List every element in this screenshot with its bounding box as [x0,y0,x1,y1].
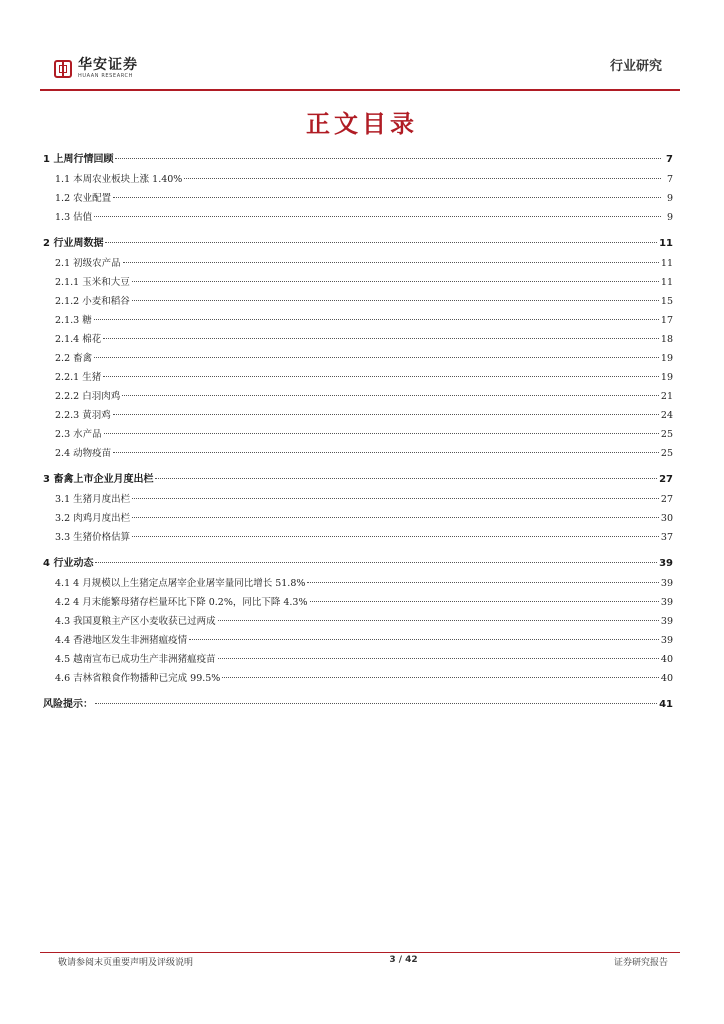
toc-entry-label: 3.3 生猪价格估算 [55,532,131,543]
toc-dot-leader [95,562,657,563]
toc-entry-label: 4 行业动态 [43,558,94,569]
toc-entry-page: 39 [660,578,673,589]
toc-dot-leader [218,620,659,621]
toc-entry[interactable] [43,593,673,612]
toc-entry-label: 1 上周行情回顾 [43,154,114,165]
logo-name-cn: 华安证券 [78,57,138,73]
toc-entry[interactable] [43,574,673,593]
toc-entry-label: 4.2 4 月末能繁母猪存栏量环比下降 0.2%，同比下降 4.3% [55,597,308,608]
toc-entry[interactable] [43,387,673,406]
toc-dot-leader [132,300,659,301]
header-divider [40,89,680,91]
page-footer [58,955,668,968]
footer-divider [40,952,680,953]
toc-dot-leader [310,601,659,602]
toc-entry[interactable] [43,273,673,292]
report-type-label: 行业研究 [609,59,662,74]
toc-entry[interactable] [43,234,673,253]
toc-dot-leader [222,677,659,678]
toc-dot-leader [132,517,659,518]
page-header [40,55,680,91]
toc-entry-label: 2.4 动物疫苗 [55,448,112,459]
toc-entry-page: 27 [659,474,673,485]
toc-entry-label: 2.2.2 白羽肉鸡 [55,391,121,402]
toc-dot-leader [113,197,661,198]
toc-dot-leader [218,658,659,659]
toc-entry[interactable] [43,470,673,489]
toc-dot-leader [94,319,659,320]
footer-disclaimer: 敬请参阅末页重要声明及评级说明 [58,958,194,968]
toc-entry-page: 19 [660,353,673,364]
toc-entry-label: 1.2 农业配置 [55,193,112,204]
toc-entry-label: 2 行业周数据 [43,238,104,249]
toc-entry-label: 4.3 我国夏粮主产区小麦收获已过两成 [55,616,216,627]
toc-entry-label: 4.5 越南宣布已成功生产非洲猪瘟疫苗 [55,654,216,665]
toc-entry-page: 39 [660,597,673,608]
toc-entry[interactable] [43,189,673,208]
toc-entry-label: 2.1.2 小麦和稻谷 [55,296,130,307]
toc-dot-leader [123,262,659,263]
toc-dot-leader [132,281,659,282]
toc-entry-page: 25 [660,448,673,459]
toc-entry[interactable] [43,509,673,528]
toc-dot-leader [132,536,659,537]
toc-entry[interactable] [43,208,673,227]
toc-entry-page: 7 [666,154,673,165]
company-logo [54,58,138,80]
toc-dot-leader [115,158,661,159]
toc-entry[interactable] [43,311,673,330]
toc-dot-leader [132,498,659,499]
toc-entry[interactable] [43,292,673,311]
toc-entry-page: 18 [660,334,673,345]
toc-entry-page: 37 [660,532,673,543]
toc-entry-page: 9 [666,212,673,223]
toc-entry-page: 24 [660,410,673,421]
toc-entry-label: 2.1.1 玉米和大豆 [55,277,130,288]
toc-entry-label: 1.3 估值 [55,212,93,223]
toc-entry[interactable] [43,612,673,631]
toc-entry-page: 41 [659,699,673,710]
toc-entry[interactable] [43,330,673,349]
toc-entry-label: 2.2 畜禽 [55,353,93,364]
toc-entry-page: 39 [660,616,673,627]
toc-entry[interactable] [43,650,673,669]
toc-dot-leader [307,582,659,583]
toc-entry[interactable] [43,170,673,189]
toc-entry-page: 21 [660,391,673,402]
toc-entry-label: 2.2.1 生猪 [55,372,102,383]
toc-dot-leader [113,452,659,453]
toc-entry-label: 2.3 水产品 [55,429,102,440]
toc-dot-leader [94,216,661,217]
toc-dot-leader [184,178,661,179]
toc-entry[interactable] [43,254,673,273]
footer-doc-type: 证券研究报告 [613,958,668,968]
toc-dot-leader [155,478,657,479]
toc-entry-label: 2.1.4 棉花 [55,334,102,345]
toc-entry[interactable] [43,368,673,387]
toc-entry-label: 3 畜禽上市企业月度出栏 [43,474,154,485]
logo-icon [54,60,72,78]
toc-entry[interactable] [43,406,673,425]
toc-entry[interactable] [43,669,673,688]
toc-entry-page: 17 [660,315,673,326]
page-title: 正文目录 [306,110,418,138]
toc-entry[interactable] [43,631,673,650]
toc-entry-page: 11 [660,277,673,288]
toc-dot-leader [94,357,659,358]
toc-entry-page: 40 [660,654,673,665]
toc-entry-page: 25 [660,429,673,440]
toc-entry[interactable] [43,150,673,169]
page-number: 3 / 42 [389,955,418,965]
toc-entry-label: 2.1 初级农产品 [55,258,121,269]
toc-entry-page: 27 [660,494,673,505]
toc-entry-label: 3.1 生猪月度出栏 [55,494,131,505]
toc-entry-page: 39 [660,635,673,646]
toc-entry-page: 9 [666,193,673,204]
toc-entry-label: 风险提示： [43,699,93,710]
toc-entry-label: 4.6 吉林省粮食作物播种已完成 99.5% [55,673,221,684]
toc-entry[interactable] [43,528,673,547]
toc-entry-page: 7 [666,174,673,185]
toc-entry[interactable] [43,695,673,714]
toc-dot-leader [95,703,657,704]
toc-entry-label: 1.1 本周农业板块上涨 1.40% [55,174,183,185]
toc-entry-label: 2.2.3 黄羽鸡 [55,410,111,421]
toc-dot-leader [122,395,659,396]
toc-entry[interactable] [43,554,673,573]
toc-entry[interactable] [43,349,673,368]
toc-entry-page: 11 [660,258,673,269]
toc-entry-page: 15 [660,296,673,307]
toc-dot-leader [103,338,659,339]
toc-entry-label: 4.4 香港地区发生非洲猪瘟疫情 [55,635,188,646]
toc-dot-leader [103,376,659,377]
toc-entry-label: 3.2 肉鸡月度出栏 [55,513,131,524]
toc-dot-leader [113,414,659,415]
logo-name-en: HUAAN RESEARCH [78,73,133,79]
toc-entry-label: 4.1 4 月规模以上生猪定点屠宰企业屠宰量同比增长 51.8% [55,578,306,589]
toc-entry-page: 19 [660,372,673,383]
toc-dot-leader [105,242,657,243]
table-of-contents [43,150,673,714]
toc-entry[interactable] [43,425,673,444]
toc-entry[interactable] [43,490,673,509]
toc-entry-page: 11 [659,238,673,249]
toc-entry-page: 39 [659,558,673,569]
toc-dot-leader [104,433,659,434]
toc-dot-leader [189,639,659,640]
toc-entry-label: 2.1.3 糖 [55,315,92,326]
toc-entry-page: 30 [660,513,673,524]
toc-entry[interactable] [43,444,673,463]
toc-entry-page: 40 [660,673,673,684]
